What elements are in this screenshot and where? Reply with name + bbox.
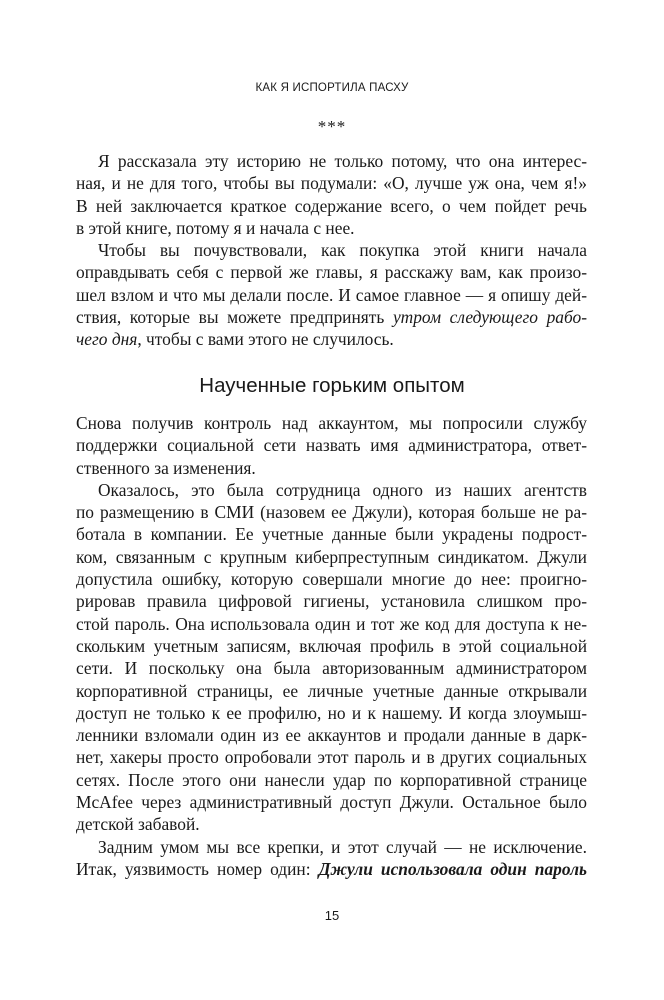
intro-text	[76, 150, 587, 351]
text-line: Оказалось, это была сотрудница одного из наших агентств	[98, 479, 587, 500]
text-line	[76, 858, 587, 880]
text-line: Я рассказала эту историю не только потому, что она интерес-	[98, 151, 587, 171]
text-line: Снова получив контроль над аккаунтом, мы попросили службу	[76, 413, 587, 433]
text-line: детской забавой.	[76, 814, 200, 835]
text-line: ственного за изменения.	[76, 457, 256, 478]
running-head: КАК Я ИСПОРТИЛА ПАСХУ	[255, 82, 409, 94]
section-text	[76, 412, 587, 880]
text-line: шел взлом и что мы делали после. И самое главное — я опишу дей-	[76, 284, 587, 305]
intro-paragraph-1	[76, 150, 587, 239]
section-paragraph-3	[76, 836, 587, 881]
page-number: 15	[324, 908, 340, 923]
text-line: Чтобы вы почувствовали, как покупка этой книги начала	[98, 240, 587, 261]
text-line: сети. И поскольку она была авторизованным администратором	[76, 658, 587, 679]
text-line: в этой книге, потому я и начала с нее.	[76, 217, 355, 238]
section-paragraph-1	[76, 412, 587, 479]
text-line: доступ не только к ее профилю, но и к нашему. И когда злоумыш-	[76, 702, 587, 723]
text-line: оправдывать себя с первой же главы, я расскажу вам, как произо-	[76, 262, 587, 283]
text-line: ленники взломали один из ее аккаунтов и продали данные в дарк-	[76, 725, 587, 746]
text-line: ботала в компании. Ее учетные данные были украдены подрост-	[76, 524, 587, 545]
text-line: допустила ошибку, которую совершали многие до нее: проигно-	[76, 569, 587, 590]
text-line: McAfee через административный доступ Джули. Остальное было	[76, 792, 587, 813]
text-line: В ней заключается краткое содержание всего, о чем пойдет речь	[76, 195, 587, 216]
text-fragment: ствия, которые вы можете предпринять	[76, 307, 393, 328]
text-line: ная, и не для того, чтобы вы подумали: «О, лучше уж она, чем я!»	[76, 173, 587, 194]
text-line: нет, хакеры просто опробовали этот пароль и в других социальных	[76, 747, 587, 768]
text-line: сетях. После этого они нанесли удар по корпоративной странице	[76, 769, 587, 790]
text-line: скольким учетным записям, включая профиль в этой социальной	[76, 635, 587, 656]
section-separator: ***	[317, 117, 347, 136]
text-line: поддержки социальной сети назвать имя администратора, ответ-	[76, 435, 587, 456]
intro-paragraph-2	[76, 239, 587, 350]
section-heading: Наученные горьким опытом	[199, 374, 465, 397]
text-fragment: , чтобы с вами этого не случилось.	[137, 329, 394, 350]
text-line	[76, 328, 587, 350]
bold-italic-fragment: Джули использовала один пароль	[318, 858, 587, 879]
italic-fragment: утром следующего рабо-	[392, 307, 587, 328]
text-line	[76, 306, 587, 328]
text-line: корпоративной страницы, ее личные учетные данные открывали	[76, 680, 587, 701]
text-line: ком, связанным с крупным киберпреступным синдикатом. Джули	[76, 546, 587, 567]
text-line: Задним умом мы все крепки, и этот случай — не исключение.	[98, 836, 587, 857]
italic-fragment: чего дня	[76, 329, 138, 350]
text-line: рировав правила цифровой гигиены, установила слишком про-	[76, 591, 587, 612]
text-line: стой пароль. Она использовала один и тот же код для доступа к не-	[76, 613, 587, 634]
section-paragraph-2	[76, 479, 587, 836]
text-fragment: Итак, уязвимость номер один:	[76, 858, 319, 879]
text-line: по размещению в СМИ (назовем ее Джули), которая больше не ра-	[76, 502, 587, 523]
